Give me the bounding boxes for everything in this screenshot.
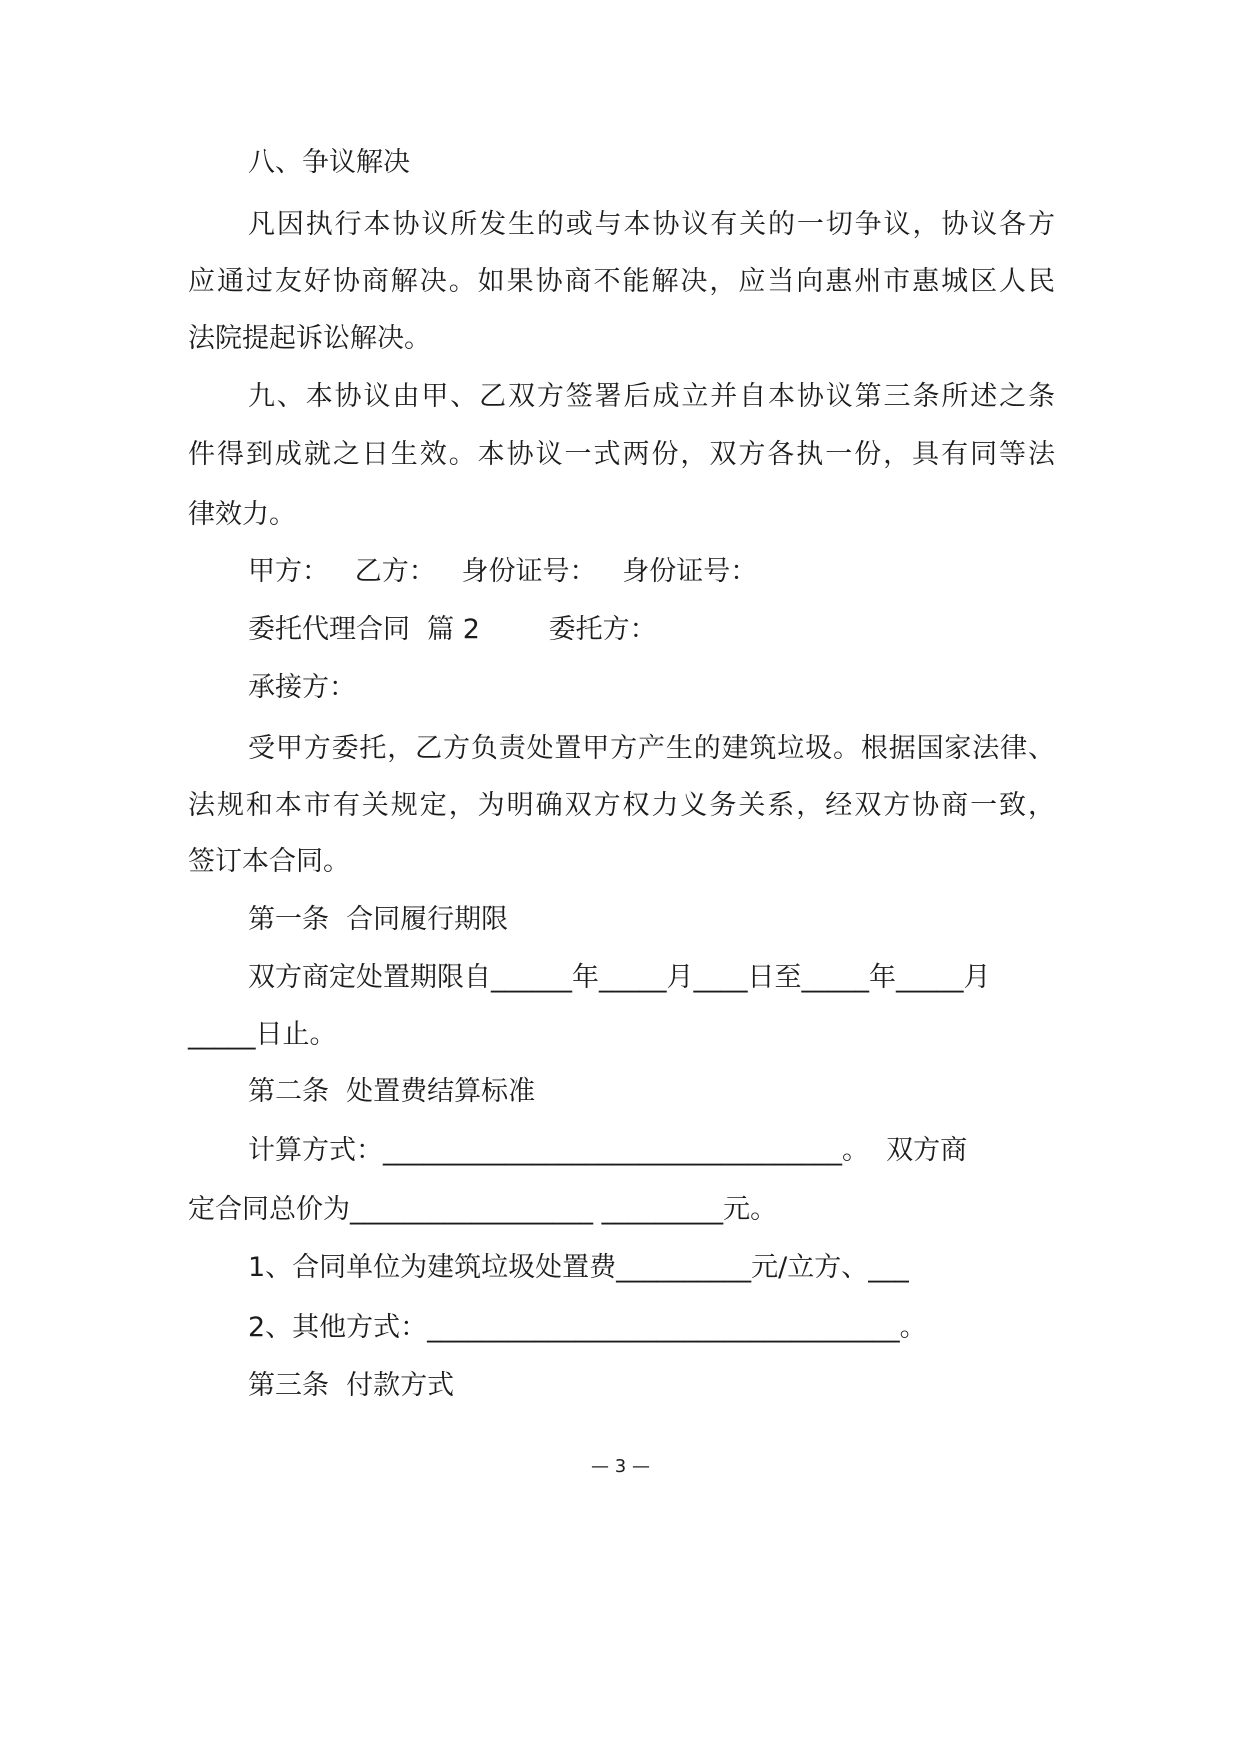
paragraph-line: 凡因执行本协议所发生的或与本协议有关的一切争议，协议各方 [248,209,1055,240]
term-blank-line: 双方商定处置期限自______年_____月____日至_____年_____月 [248,962,991,993]
article-heading-fee-standard: 第二条 处置费结算标准 [248,1076,536,1107]
paragraph-line: 法规和本市有关规定，为明确双方权力义务关系，经双方协商一致， [188,790,1055,821]
paragraph-line: 应通过友好协商解决。如果协商不能解决，应当向惠州市惠城区人民 [188,266,1055,297]
term-blank-line: _____日止。 [188,1019,337,1050]
unit-price-line: 1、合同单位为建筑垃圾处置费__________元/立方、___ [248,1252,909,1283]
contract-title-line: 委托代理合同 篇 2 委托方： [248,614,657,645]
section-heading-dispute-resolution: 八、争议解决 [248,147,410,178]
paragraph-line: 受甲方委托，乙方负责处置甲方产生的建筑垃圾。根据国家法律、 [248,733,1055,764]
article-heading-payment: 第三条 付款方式 [248,1370,455,1401]
calculation-method-line: 计算方式：__________________________________。 双方商 [248,1135,968,1166]
paragraph-line: 签订本合同。 [188,846,350,877]
paragraph-line: 法院提起诉讼解决。 [188,323,431,354]
total-price-line: 定合同总价为__________________ _________元。 [188,1194,778,1225]
page-number: — 3 — [591,1456,650,1477]
article-heading-term: 第一条 合同履行期限 [248,904,509,935]
contractor-label: 承接方： [248,672,356,703]
paragraph-line: 九、本协议由甲、乙双方签署后成立并自本协议第三条所述之条 [248,381,1055,412]
paragraph-line: 件得到成就之日生效。本协议一式两份，双方各执一份，具有同等法 [188,439,1055,470]
signature-fields: 甲方： 乙方： 身份证号： 身份证号： [248,556,758,587]
other-method-line: 2、其他方式：___________________________________。 [248,1312,927,1343]
paragraph-line: 律效力。 [188,499,296,530]
